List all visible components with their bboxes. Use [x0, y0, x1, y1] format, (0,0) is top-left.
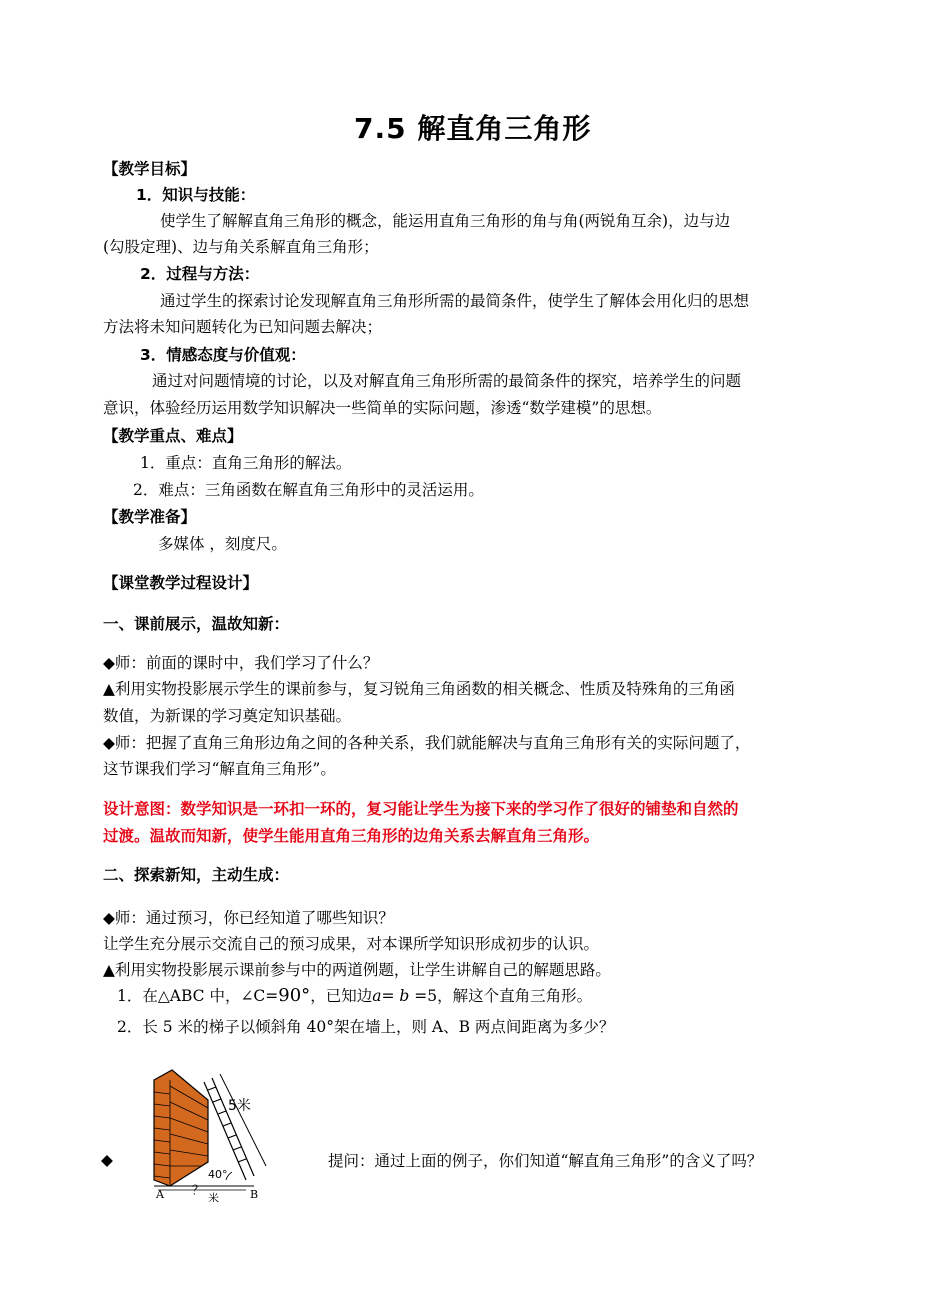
- example-1-prefix: 1．在△ABC 中，∠C=: [117, 987, 279, 1005]
- brick-wall: [154, 1070, 208, 1186]
- unknown-distance-label: ？: [192, 1183, 205, 1197]
- ladder-figure: [142, 1062, 267, 1202]
- example-1-var-a: a: [372, 987, 382, 1005]
- example-2: 2．长 5 米的梯子以倾斜角 40°架在墙上，则 A、B 两点间距离为多少？: [117, 1018, 615, 1036]
- preparation-heading: 【教学准备】: [103, 508, 197, 526]
- design-intent-line2: 过渡。温故而知新，使学生能用直角三角形的边角关系去解直角三角形。: [103, 827, 600, 845]
- knowledge-line1: 使学生了解解直角三角形的概念，能运用直角三角形的角与角(两锐角互余)，边与边: [160, 212, 731, 230]
- section2-p1: ◆师：通过预习，你已经知道了哪些知识？: [103, 909, 394, 927]
- ladder-diagram: [142, 1062, 267, 1202]
- attitude-line2: 意识，体验经历运用数学知识解决一些简单的实际问题，渗透“数学建模”的思想。: [103, 399, 662, 417]
- design-intent-line1: 设计意图：数学知识是一环扣一环的，复习能让学生为接下来的学习作了很好的铺垫和自然的: [103, 800, 739, 818]
- question-text: 提问：通过上面的例子，你们知道“解直角三角形”的含义了吗？: [328, 1152, 763, 1170]
- example-1-mid: ，已知边: [310, 987, 373, 1005]
- section1-p1: ◆师：前面的课时中，我们学习了什么？: [103, 654, 379, 672]
- page-title: 7.5 解直角三角形: [354, 112, 592, 145]
- section1-p3b: 这节课我们学习“解直角三角形”。: [103, 760, 336, 778]
- section1-heading: 一、课前展示，温故知新：: [103, 615, 290, 633]
- attitude-line1: 通过对问题情境的讨论，以及对解直角三角形所需的最简条件的探究，培养学生的问题: [152, 372, 742, 390]
- process-label: 2．过程与方法：: [140, 265, 260, 283]
- angle-label: 40°: [208, 1168, 228, 1181]
- example-1-var-b: b: [399, 987, 410, 1005]
- key-point-1: 1．重点：直角三角形的解法。: [140, 454, 352, 472]
- example-1-eq: =: [381, 987, 400, 1005]
- length-dimension-line: [220, 1074, 266, 1166]
- section2-p3: ▲利用实物投影展示课前参与中的两道例题，让学生讲解自己的解题思路。: [103, 961, 611, 979]
- process-design-heading: 【课堂教学过程设计】: [103, 574, 259, 592]
- section1-p3a: ◆师：把握了直角三角形边角之间的各种关系，我们就能解决与直角三角形有关的实际问题了，: [103, 734, 751, 752]
- example-1: [117, 984, 592, 1008]
- preparation-text: 多媒体 ，刻度尺。: [158, 535, 287, 553]
- length-label: 5米: [228, 1098, 251, 1114]
- key-points-heading: 【教学重点、难点】: [103, 427, 243, 445]
- unit-label: 米: [208, 1192, 219, 1202]
- key-point-2: 2．难点：三角函数在解直角三角形中的灵活运用。: [133, 481, 484, 499]
- process-line1: 通过学生的探索讨论发现解直角三角形所需的最简条件，使学生了解体会用化归的思想: [160, 292, 750, 310]
- bullet-marker: ◆: [101, 1151, 113, 1169]
- section2-heading: 二、探索新知，主动生成：: [103, 866, 290, 884]
- section2-p2: 让学生充分展示交流自己的预习成果，对本课所学知识形成初步的认识。: [103, 935, 600, 953]
- point-a-label: A: [156, 1188, 164, 1201]
- section1-p2a: ▲利用实物投影展示学生的课前参与，复习锐角三角函数的相关概念、性质及特殊角的三角函: [103, 680, 735, 698]
- section1-p2b: 数值，为新课的学习奠定知识基础。: [103, 707, 352, 725]
- example-1-tail: =5，解这个直角三角形。: [409, 987, 593, 1005]
- knowledge-line2: (勾股定理)、边与角关系解直角三角形；: [103, 238, 379, 256]
- objectives-heading: 【教学目标】: [103, 160, 197, 178]
- point-b-label: B: [250, 1188, 259, 1201]
- attitude-label: 3．情感态度与价值观：: [140, 346, 306, 364]
- knowledge-label: 1．知识与技能：: [136, 186, 256, 204]
- example-1-angle: 90°: [278, 985, 311, 1006]
- ladder: [204, 1078, 254, 1180]
- process-line2: 方法将未知问题转化为已知问题去解决；: [103, 318, 383, 336]
